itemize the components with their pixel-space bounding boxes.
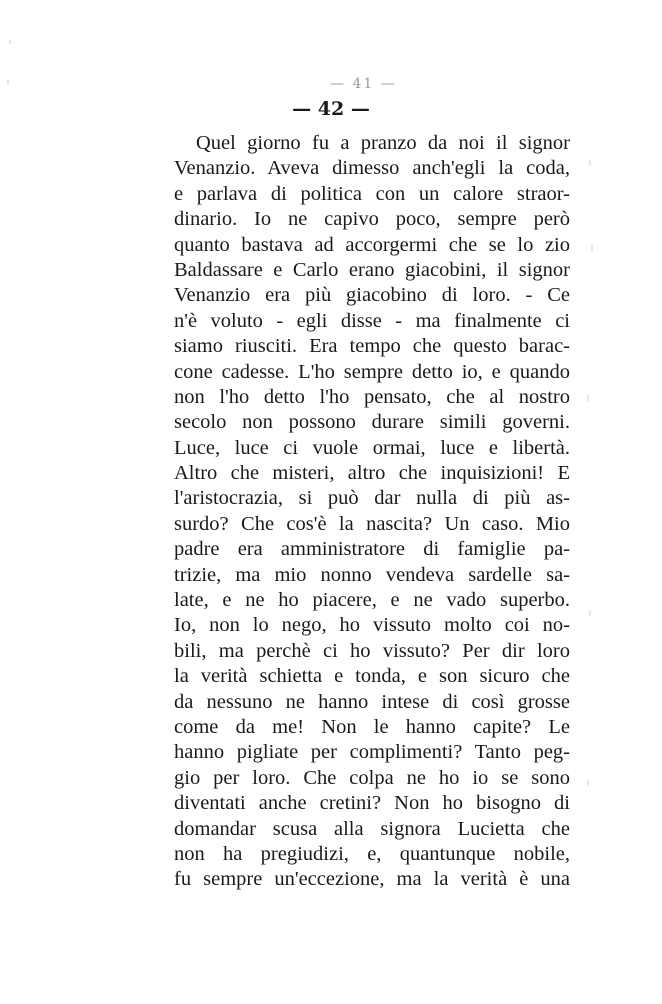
text-line: Io, non lo nego, ho vissuto molto coi no- <box>174 614 570 637</box>
text-line: secolo non possono durare simili governi. <box>174 411 570 434</box>
text-line: l'aristocrazia, si può dar nulla di più as- <box>174 487 570 510</box>
text-line: surdo? Che cos'è la nascita? Un caso. Mio <box>174 512 570 535</box>
text-line: Altro che misteri, altro che inquisizioni! E <box>174 462 570 485</box>
text-line: late, e ne ho piacere, e ne vado superbo. <box>174 589 570 612</box>
text-line: n'è voluto - egli disse - ma finalmente ci <box>174 309 570 332</box>
text-line: Luce, luce ci vuole ormai, luce e libertà. <box>174 436 570 459</box>
text-line: domandar scusa alla signora Lucietta che <box>174 817 570 840</box>
text-line: fu sempre un'eccezione, ma la verità è una <box>174 868 570 891</box>
text-line: cone cadesse. L'ho sempre detto io, e quando <box>174 360 570 383</box>
text-line: non l'ho detto l'ho pensato, che al nostro <box>174 385 570 408</box>
text-line: trizie, ma mio nonno vendeva sardelle sa- <box>174 563 570 586</box>
text-line: come da me! Non le hanno capite? Le <box>174 715 570 738</box>
text-line: hanno pigliate per complimenti? Tanto peg- <box>174 741 570 764</box>
text-line: dinario. Io ne capivo poco, sempre però <box>174 208 570 231</box>
text-line: diventati anche cretini? Non ho bisogno di <box>174 792 570 815</box>
text-line: siamo riusciti. Era tempo che questo barac- <box>174 335 570 358</box>
text-line: la verità schietta e tonda, e son sicuro che <box>174 665 570 688</box>
page-number: — 42 — <box>292 98 370 120</box>
text-line: e parlava di politica con un calore straor- <box>174 182 570 205</box>
text-line: Venanzio. Aveva dimesso anch'egli la coda, <box>174 157 570 180</box>
text-line: Venanzio era più giacobino di loro. - Ce <box>174 284 570 307</box>
text-line: gio per loro. Che colpa ne ho io se sono <box>174 766 570 789</box>
text-line: padre era amministratore di famiglie pa- <box>174 538 570 561</box>
bleed-through-page-number: — 41 — <box>330 76 397 92</box>
text-line: quanto bastava ad accorgermi che se lo zio <box>174 233 570 256</box>
body-text <box>174 131 570 893</box>
text-line: bili, ma perchè ci ho vissuto? Per dir loro <box>174 639 570 662</box>
text-line: Quel giorno fu a pranzo da noi il signor <box>196 132 570 154</box>
text-line: non ha pregiudizi, e, quantunque nobile, <box>174 842 570 865</box>
text-line: da nessuno ne hanno intese di così grosse <box>174 690 570 713</box>
text-line: Baldassare e Carlo erano giacobini, il signor <box>174 258 570 281</box>
